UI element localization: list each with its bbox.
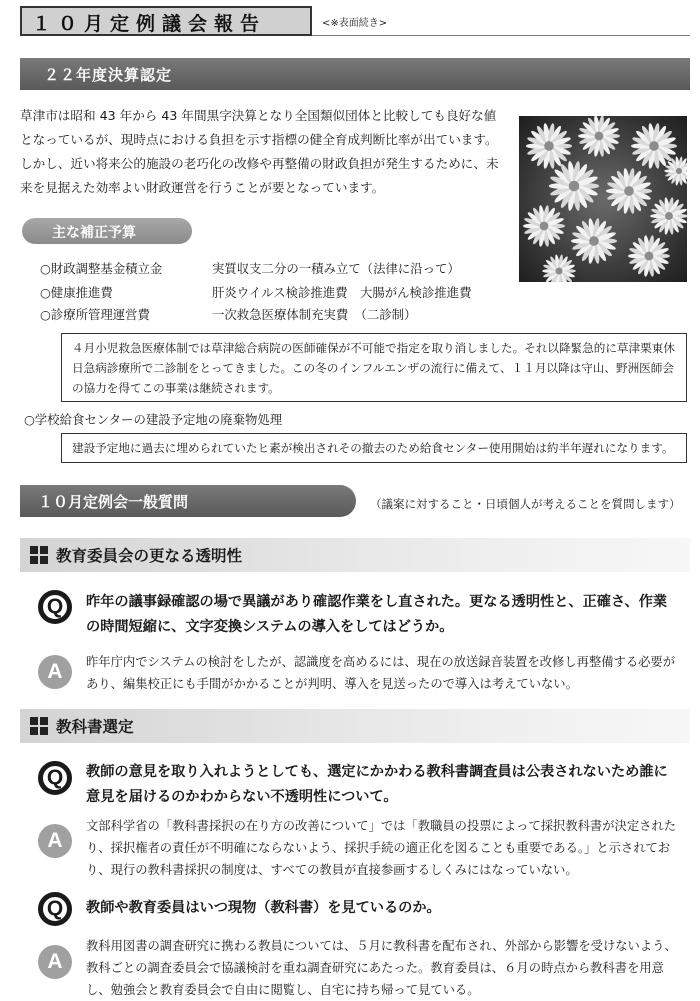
question-badge-icon: Q xyxy=(38,892,72,926)
answer-badge-icon: A xyxy=(38,824,72,858)
budget-item-name: ○財政調整基金積立金 xyxy=(40,261,163,276)
budget-item-desc: 肝炎ウイルス検診推進費 大腸がん検診推進費 xyxy=(212,285,472,300)
grid-bullet-icon xyxy=(30,546,48,564)
answer-text: 文部科学省の「教科書採択の在り方の改善について」では「教職員の投票によって採択教科書が決定されたり、採択権者の責任が不明確にならないよう、採択手続の適正化を図ることも重要である。」と示されており、現行の教科書採択の制度は、すべての教員が直接参画するしくみにはなっていない。 xyxy=(86,819,677,877)
header-note: <※表面続き> xyxy=(322,18,388,29)
settlement-paragraph: 草津市は昭和 43 年から 43 年間黒字決算となり全国類似団体と比較しても良好な値となっているが、現時点における負担を示す指標の健全育成判断比率が出ています。しかし、近い将来公的施設の老巧化の改修や再整備の財政負担が発生するために、未来を見据えた効率よい財政運営を行うことが要となっています。 xyxy=(20,108,499,195)
questions-note: （議案に対すること・日頃個人が考えることを質問します） xyxy=(370,497,681,511)
pediatric-note-box: ４月小児救急医療体制では草津総合病院の医師確保が不可能で指定を取り消しました。それ以降緊急的に草津栗東休日急病診療所で二診制をとってきました。この冬のインフルエンザの流行に備えて、１１月以降は守山、野洲医師会の協力を得てこの事業は継続されます。 xyxy=(61,333,687,402)
report-title: １０月定例議会報告 xyxy=(32,13,267,35)
topic-title-textbook: 教科書選定 xyxy=(56,718,134,736)
lunch-center-note-box: 建設予定地に過去に埋められていたヒ素が検出されその撤去のため給食センター使用開始は約半年遅れになります。 xyxy=(61,433,687,463)
topic-title-transparency: 教育委員会の更なる透明性 xyxy=(56,547,243,565)
answer-badge-icon: A xyxy=(38,655,72,689)
budget-item-desc: 一次救急医療体制充実費 （二診制） xyxy=(212,307,417,322)
header-rule xyxy=(312,35,690,36)
budget-item-lunch-center: ○学校給食センターの建設予定地の廃棄物処理 xyxy=(24,412,283,427)
budget-item-desc: 実質収支二分の一積み立て（法律に沿って） xyxy=(212,261,460,276)
answer-badge-icon: A xyxy=(38,945,72,979)
flower-photo xyxy=(519,116,687,282)
question-text: 教師や教育委員はいつ現物（教科書）を見ているのか。 xyxy=(86,900,441,916)
budget-title: 主な補正予算 xyxy=(52,225,136,241)
question-badge-icon: Q xyxy=(38,590,72,624)
section-title-settlement: ２２年度決算認定 xyxy=(44,66,173,84)
budget-item-name: ○健康推進費 xyxy=(40,285,113,300)
question-badge-icon: Q xyxy=(38,761,72,795)
budget-item-name: ○診療所管理運営費 xyxy=(40,307,150,322)
question-text: 昨年の議事録確認の場で異議があり確認作業をし直された。更なる透明性と、正確さ、作業の時間短縮に、文字変換システムの導入をしてはどうか。 xyxy=(86,594,668,635)
grid-bullet-icon xyxy=(30,717,48,735)
answer-text: 昨年庁内でシステムの検討をしたが、認識度を高めるには、現在の放送録音装置を改修し再整備する必要があり、編集校正にも手間がかかることが判明、導入を見送ったので導入は考えていない。 xyxy=(86,655,676,691)
answer-text: 教科用図書の調査研究に携わる教員については、５月に教科書を配布され、外部から影響を受けないよう、教科ごとの調査委員会で協議検討を重ね調査研究にあたった。教育委員は、６月の時点から教科書を用意し、勉強会と教育委員会で自由に閲覧し、自宅に持ち帰って見ている。 xyxy=(86,939,677,997)
question-text: 教師の意見を取り入れようとしても、選定にかかわる教科書調査員は公表されないため誰に意見を届けるのかわからない不透明性について。 xyxy=(86,764,668,805)
section-title-questions: １０月定例会一般質問 xyxy=(38,493,189,511)
